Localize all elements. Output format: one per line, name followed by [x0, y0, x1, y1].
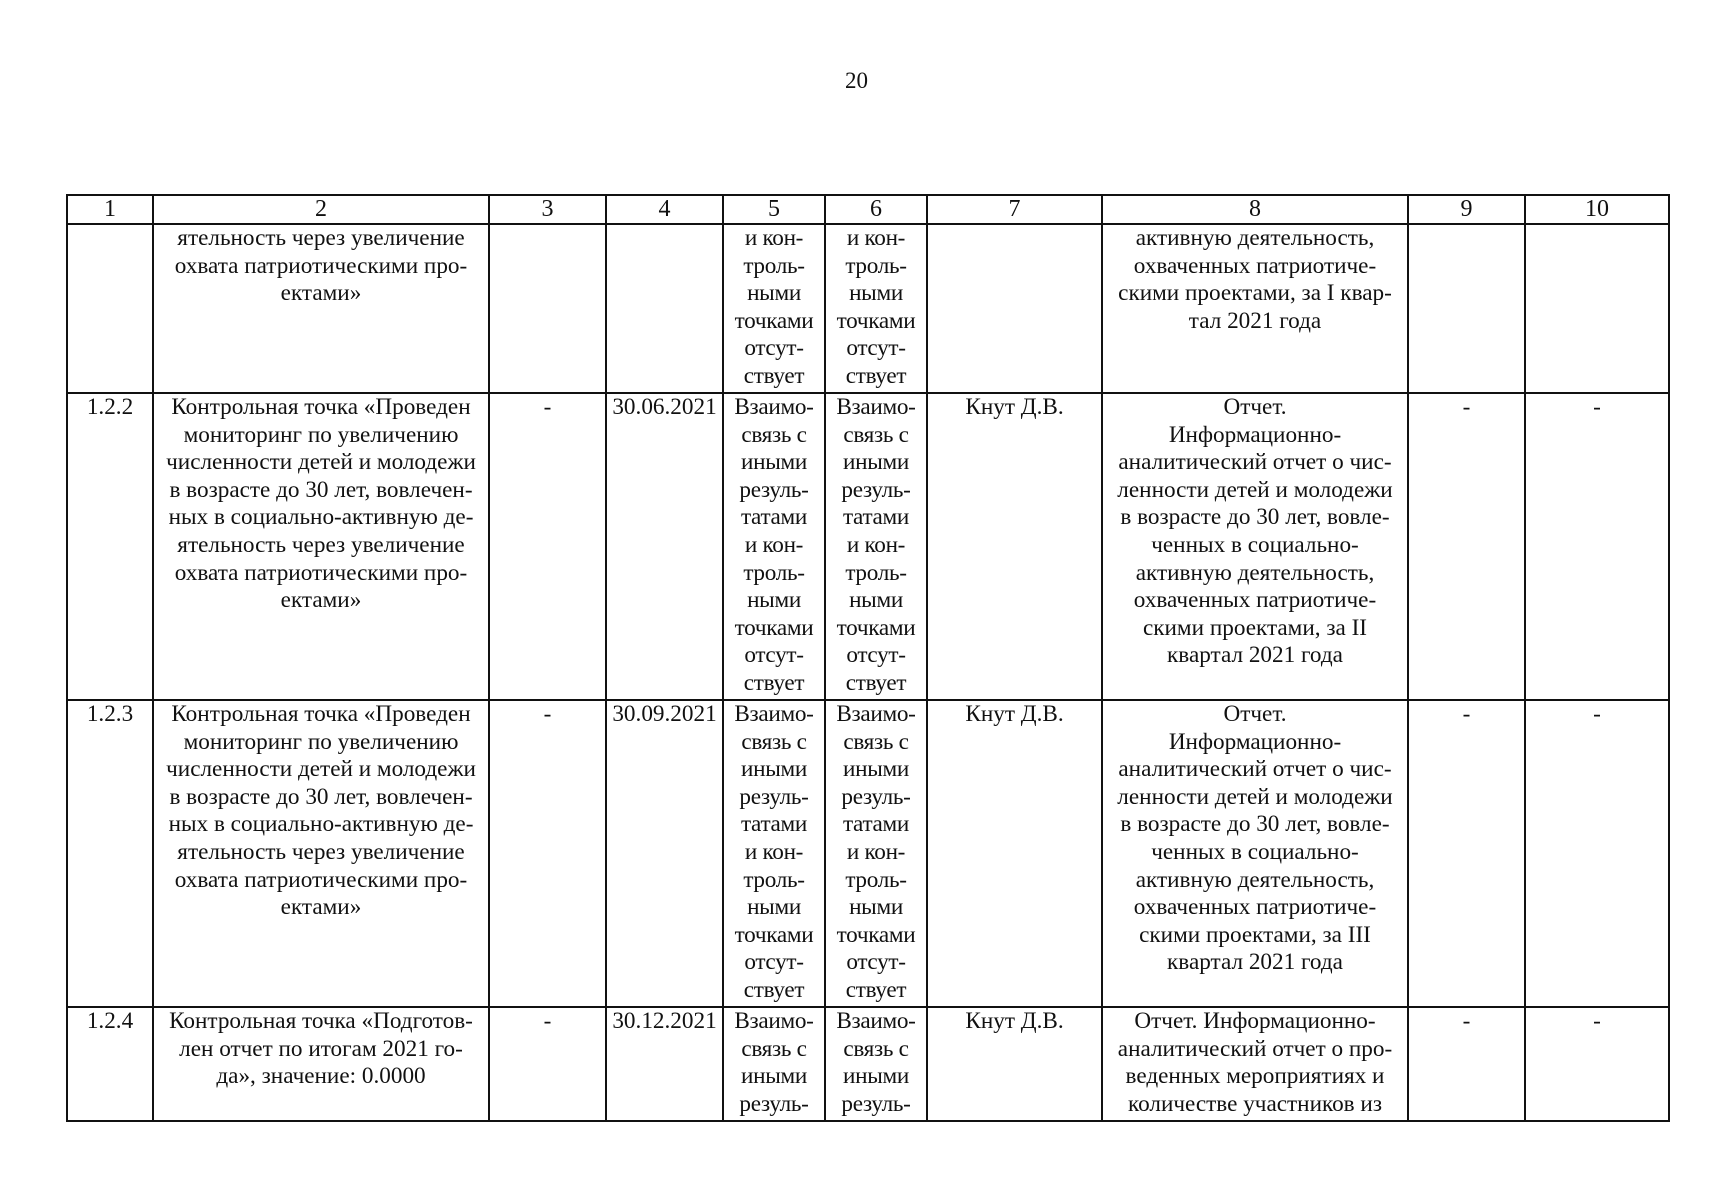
cell-text-line: активную деятельность,	[1135, 866, 1375, 893]
col-header-10: 10	[1525, 195, 1669, 224]
cell-text-line: троль-	[743, 866, 805, 893]
cell-col10: -	[1525, 393, 1669, 700]
cell-text-line: и кон-	[744, 531, 804, 558]
cell-text-line: Контрольная точка «Проведен	[171, 394, 471, 420]
col-header-8: 8	[1102, 195, 1408, 224]
cell-col6	[825, 1007, 927, 1121]
cell-text-line: связь с	[843, 728, 909, 755]
cell-text-line: татами	[740, 504, 808, 531]
cell-text-line: в возрасте до 30 лет, вовле-	[1120, 811, 1390, 838]
cell-col9: -	[1408, 1007, 1525, 1121]
cell-text-line: квартал 2021 года	[1167, 949, 1343, 976]
cell-text-line: троль-	[845, 559, 907, 586]
cell-text-line: и кон-	[744, 225, 804, 251]
cell-text-line: ными	[849, 280, 903, 307]
cell-text-line: в возрасте до 30 лет, вовле-	[1120, 504, 1390, 531]
cell-text-line: ными	[849, 587, 903, 614]
cell-text-line: ствует	[743, 362, 805, 389]
cell-text-line: Взаимо-	[734, 1008, 814, 1034]
cell-text-line: ствует	[743, 669, 805, 696]
cell-text-line: ствует	[845, 976, 907, 1003]
cell-text-line: Взаимо-	[836, 701, 916, 727]
cell-col3	[489, 224, 606, 393]
cell-col3: -	[489, 393, 606, 700]
cell-text-line: отсут-	[846, 335, 906, 362]
cell-text-line: ятельность через увеличение	[177, 531, 465, 558]
cell-text-line: иными	[843, 756, 909, 783]
cell-responsible: Кнут Д.В.	[927, 1007, 1102, 1121]
cell-text-line: активную деятельность,	[1135, 225, 1375, 251]
cell-text-line: охвата патриотическими про-	[174, 559, 468, 586]
cell-text-line: ными	[849, 894, 903, 921]
cell-result	[1102, 700, 1408, 1007]
cell-text-line: и кон-	[846, 225, 906, 251]
cell-text-line: количестве участников из	[1128, 1090, 1382, 1117]
col-header-1: 1	[67, 195, 153, 224]
cell-text-line: отсут-	[744, 335, 804, 362]
cell-text-line: тал 2021 года	[1188, 307, 1322, 334]
table-row	[67, 393, 1669, 700]
cell-text-line: отсут-	[846, 642, 906, 669]
cell-text-line: отсут-	[744, 949, 804, 976]
cell-text-line: резуль-	[739, 783, 809, 810]
cell-text-line: охвата патриотическими про-	[174, 866, 468, 893]
cell-text-line: ленности детей и молодежи	[1117, 783, 1393, 810]
cell-name	[153, 224, 489, 393]
cell-text-line: Контрольная точка «Подготов-	[169, 1008, 473, 1034]
cell-text-line: квартал 2021 года	[1167, 642, 1343, 669]
cell-text-line: татами	[842, 504, 910, 531]
cell-text-line: ятельность через увеличение	[177, 838, 465, 865]
header-row	[67, 195, 1669, 224]
col-header-7: 7	[927, 195, 1102, 224]
cell-date: 30.09.2021	[606, 700, 723, 1007]
cell-text-line: точками	[836, 307, 916, 334]
cell-text-line: иными	[741, 449, 807, 476]
cell-text-line: ных в социально-активную де-	[168, 811, 474, 838]
cell-text-line: ченных в социально-	[1151, 838, 1359, 865]
cell-date: 30.06.2021	[606, 393, 723, 700]
cell-text-line: аналитический отчет о чис-	[1118, 756, 1392, 783]
cell-result	[1102, 1007, 1408, 1121]
cell-text-line: ектами»	[280, 894, 362, 921]
cell-date: 30.12.2021	[606, 1007, 723, 1121]
col-header-4: 4	[606, 195, 723, 224]
cell-name	[153, 393, 489, 700]
cell-text-line: троль-	[845, 252, 907, 279]
cell-text-line: иными	[741, 756, 807, 783]
cell-text-line: Взаимо-	[734, 394, 814, 420]
cell-text-line: лен отчет по итогам 2021 го-	[179, 1035, 463, 1062]
cell-text-line: связь с	[843, 1035, 909, 1062]
cell-num: 1.2.2	[67, 393, 153, 700]
cell-col9: -	[1408, 393, 1525, 700]
cell-text-line: Взаимо-	[836, 1008, 916, 1034]
cell-text-line: Взаимо-	[836, 394, 916, 420]
cell-text-line: троль-	[743, 252, 805, 279]
table-row	[67, 700, 1669, 1007]
cell-text-line: и кон-	[744, 838, 804, 865]
cell-text-line: резуль-	[841, 1090, 911, 1117]
cell-text-line: в возрасте до 30 лет, вовлечен-	[169, 783, 473, 810]
cell-text-line: и кон-	[846, 531, 906, 558]
cell-text-line: скими проектами, за II	[1142, 614, 1368, 641]
cell-text-line: Информационно-	[1168, 421, 1342, 448]
cell-responsible	[927, 224, 1102, 393]
cell-text-line: ными	[747, 280, 801, 307]
cell-text-line: точками	[734, 307, 814, 334]
col-header-5: 5	[723, 195, 825, 224]
cell-text-line: связь с	[741, 728, 807, 755]
cell-text-line: точками	[734, 614, 814, 641]
cell-text-line: да», значение: 0.0000	[216, 1063, 426, 1090]
cell-num: 1.2.3	[67, 700, 153, 1007]
cell-text-line: ными	[747, 587, 801, 614]
cell-text-line: Контрольная точка «Проведен	[171, 701, 471, 727]
cell-text-line: Взаимо-	[734, 701, 814, 727]
cell-text-line: точками	[836, 614, 916, 641]
cell-col3: -	[489, 1007, 606, 1121]
cell-text-line: Отчет. Информационно-	[1134, 1008, 1376, 1034]
cell-text-line: охвата патриотическими про-	[174, 252, 468, 279]
cell-text-line: численности детей и молодежи	[166, 449, 476, 476]
cell-text-line: мониторинг по увеличению	[183, 421, 459, 448]
cell-text-line: резуль-	[841, 783, 911, 810]
table-row	[67, 1007, 1669, 1121]
cell-result	[1102, 393, 1408, 700]
cell-text-line: ствует	[845, 362, 907, 389]
cell-text-line: Отчет.	[1223, 394, 1287, 420]
cell-text-line: и кон-	[846, 838, 906, 865]
cell-text-line: охваченных патриотиче-	[1133, 894, 1377, 921]
cell-text-line: резуль-	[841, 476, 911, 503]
cell-text-line: ектами»	[280, 280, 362, 307]
cell-text-line: точками	[836, 921, 916, 948]
cell-num: 1.2.4	[67, 1007, 153, 1121]
col-header-9: 9	[1408, 195, 1525, 224]
cell-text-line: численности детей и молодежи	[166, 756, 476, 783]
cell-text-line: Информационно-	[1168, 728, 1342, 755]
page-number: 20	[845, 68, 868, 93]
cell-text-line: точками	[734, 921, 814, 948]
cell-col6	[825, 224, 927, 393]
cell-text-line: связь с	[843, 421, 909, 448]
cell-date	[606, 224, 723, 393]
cell-text-line: ными	[747, 894, 801, 921]
cell-text-line: связь с	[741, 1035, 807, 1062]
cell-text-line: татами	[842, 811, 910, 838]
plan-table	[66, 194, 1670, 1122]
cell-col9: -	[1408, 700, 1525, 1007]
cell-text-line: охваченных патриотиче-	[1133, 587, 1377, 614]
cell-text-line: троль-	[743, 559, 805, 586]
cell-col10: -	[1525, 1007, 1669, 1121]
cell-col10: -	[1525, 700, 1669, 1007]
cell-text-line: ных в социально-активную де-	[168, 504, 474, 531]
cell-col3: -	[489, 700, 606, 1007]
cell-name	[153, 700, 489, 1007]
cell-text-line: аналитический отчет о чис-	[1118, 449, 1392, 476]
cell-text-line: охваченных патриотиче-	[1133, 252, 1377, 279]
cell-col6	[825, 393, 927, 700]
cell-text-line: Отчет.	[1223, 701, 1287, 727]
cell-text-line: связь с	[741, 421, 807, 448]
cell-text-line: ченных в социально-	[1151, 531, 1359, 558]
cell-text-line: иными	[843, 449, 909, 476]
cell-text-line: резуль-	[739, 1090, 809, 1117]
table-row-continuation	[67, 224, 1669, 393]
cell-text-line: ятельность через увеличение	[177, 225, 465, 251]
cell-col6	[825, 700, 927, 1007]
cell-text-line: иными	[741, 1063, 807, 1090]
cell-col5	[723, 393, 825, 700]
cell-col5	[723, 700, 825, 1007]
cell-col5	[723, 1007, 825, 1121]
cell-text-line: резуль-	[739, 476, 809, 503]
cell-col5	[723, 224, 825, 393]
cell-text-line: аналитический отчет о про-	[1117, 1035, 1393, 1062]
cell-text-line: скими проектами, за I квар-	[1118, 280, 1392, 307]
col-header-6: 6	[825, 195, 927, 224]
cell-text-line: ствует	[743, 976, 805, 1003]
col-header-3: 3	[489, 195, 606, 224]
cell-responsible: Кнут Д.В.	[927, 700, 1102, 1007]
cell-name	[153, 1007, 489, 1121]
cell-text-line: отсут-	[846, 949, 906, 976]
cell-text-line: иными	[843, 1063, 909, 1090]
cell-text-line: активную деятельность,	[1135, 559, 1375, 586]
cell-text-line: мониторинг по увеличению	[183, 728, 459, 755]
cell-text-line: скими проектами, за III	[1139, 921, 1371, 948]
cell-text-line: троль-	[845, 866, 907, 893]
cell-col10	[1525, 224, 1669, 393]
cell-result	[1102, 224, 1408, 393]
plan-table-container	[66, 194, 1668, 1122]
cell-num	[67, 224, 153, 393]
col-header-2: 2	[153, 195, 489, 224]
cell-text-line: в возрасте до 30 лет, вовлечен-	[169, 476, 473, 503]
cell-responsible: Кнут Д.В.	[927, 393, 1102, 700]
cell-text-line: ленности детей и молодежи	[1117, 476, 1393, 503]
cell-text-line: ектами»	[280, 587, 362, 614]
cell-text-line: ствует	[845, 669, 907, 696]
cell-text-line: веденных мероприятиях и	[1125, 1063, 1385, 1090]
cell-col9	[1408, 224, 1525, 393]
cell-text-line: отсут-	[744, 642, 804, 669]
cell-text-line: татами	[740, 811, 808, 838]
